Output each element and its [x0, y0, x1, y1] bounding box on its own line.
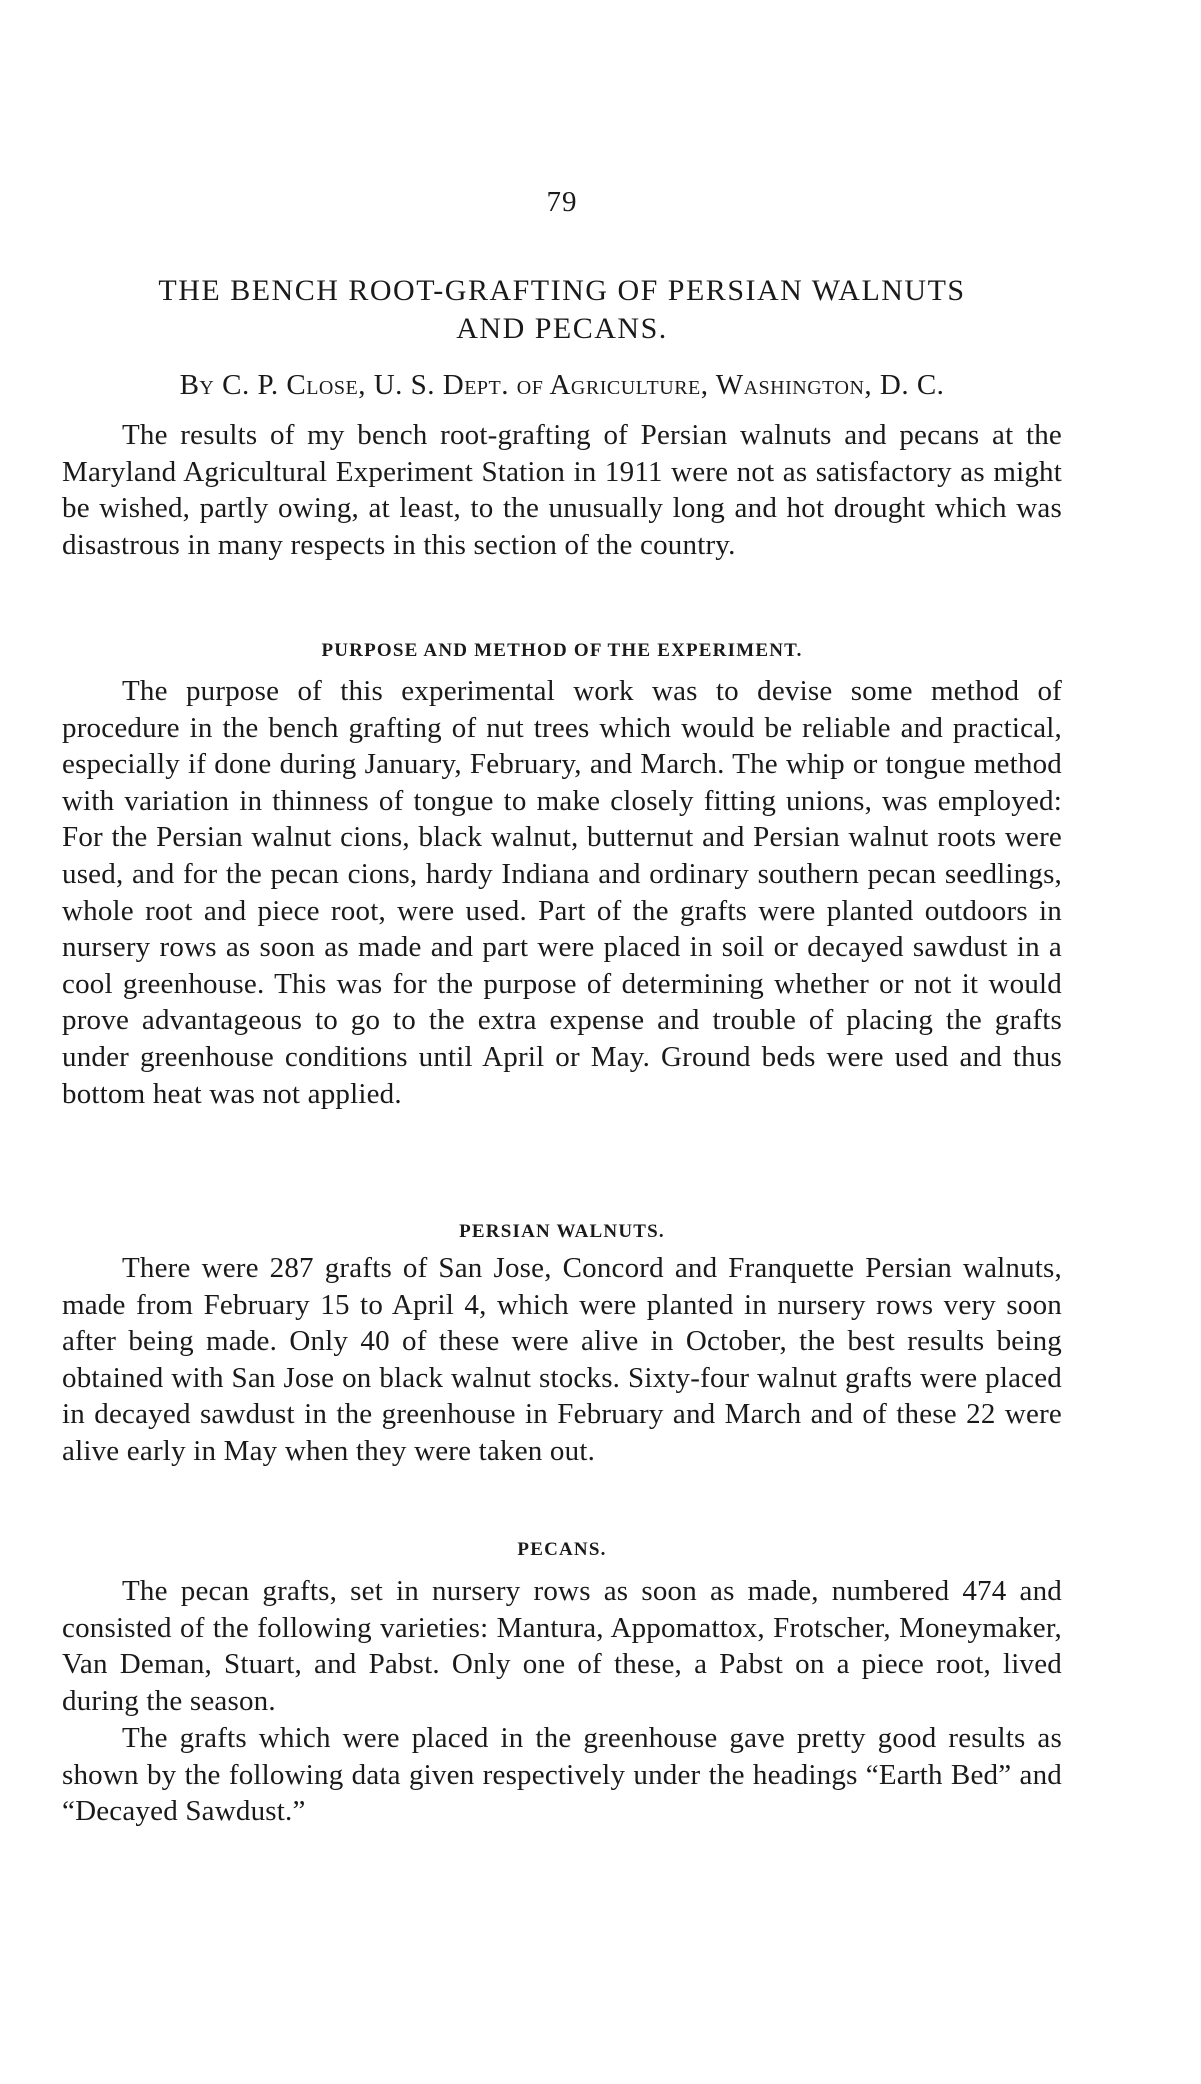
page-number: 79 — [546, 186, 578, 218]
purpose-paragraph: The purpose of this experimental work was to devise some method of procedure in the bench grafting of nut trees which would be reliable and practical, especially if done during January, February, and March. The whip or tongue method with variation in thinness of tongue to make closely fitting unions, was employed: For the Persian walnut cions, black walnut, butternut and Persian walnut roots were used, and for the pecan cions, hardy Indiana and ordinary southern pecan seedlings, whole root and piece root, were used. Part of the grafts were planted outdoors in nursery rows as soon as made and part were placed in soil or decayed sawdust in a cool greenhouse. This was for the purpose of determining whether or not it would prove advantageous to go to the extra expense and trouble of placing the grafts under greenhouse conditions until April or May. Ground beds were used and thus bottom heat was not applied. — [62, 675, 1062, 1110]
title-line-2: AND PECANS. — [456, 312, 668, 345]
title-line-1: THE BENCH ROOT-GRAFTING OF PERSIAN WALNUTS — [158, 274, 966, 307]
pecans-paragraph-1: The pecan grafts, set in nursery rows as soon as made, numbered 474 and consisted of the following varieties: Mantura, Appomattox, Frotscher, Moneymaker, Van Deman, Stuart, and Pabst. Only one of these, a Pabst on a piece root, lived during the season. — [62, 1575, 1062, 1717]
author-byline: By C. P. Close, U. S. Dept. of Agriculture, Washington, D. C. — [179, 369, 945, 401]
pecans-heading: PECANS. — [517, 1539, 607, 1560]
document-page — [62, 0, 1062, 2084]
article-title — [62, 272, 1062, 348]
walnuts-heading: PERSIAN WALNUTS. — [459, 1221, 665, 1242]
pecans-paragraph-2: The grafts which were placed in the greenhouse gave pretty good results as shown by the following data given respectively under the headings “Earth Bed” and “Decayed Sawdust.” — [62, 1722, 1062, 1828]
intro-paragraph: The results of my bench root-grafting of Persian walnuts and pecans at the Maryland Agricultural Experiment Station in 1911 were not as satisfactory as might be wished, partly owing, at least, to the unusually long and hot drought which was disastrous in many respects in this section of the country. — [62, 419, 1062, 561]
purpose-heading: PURPOSE AND METHOD OF THE EXPERIMENT. — [321, 640, 803, 661]
walnuts-paragraph: There were 287 grafts of San Jose, Concord and Franquette Persian walnuts, made from February 15 to April 4, which were planted in nursery rows very soon after being made. Only 40 of these were alive in October, the best results being obtained with San Jose on black walnut stocks. Sixty-four walnut grafts were placed in decayed sawdust in the greenhouse in February and March and of these 22 were alive early in May when they were taken out. — [62, 1252, 1062, 1467]
